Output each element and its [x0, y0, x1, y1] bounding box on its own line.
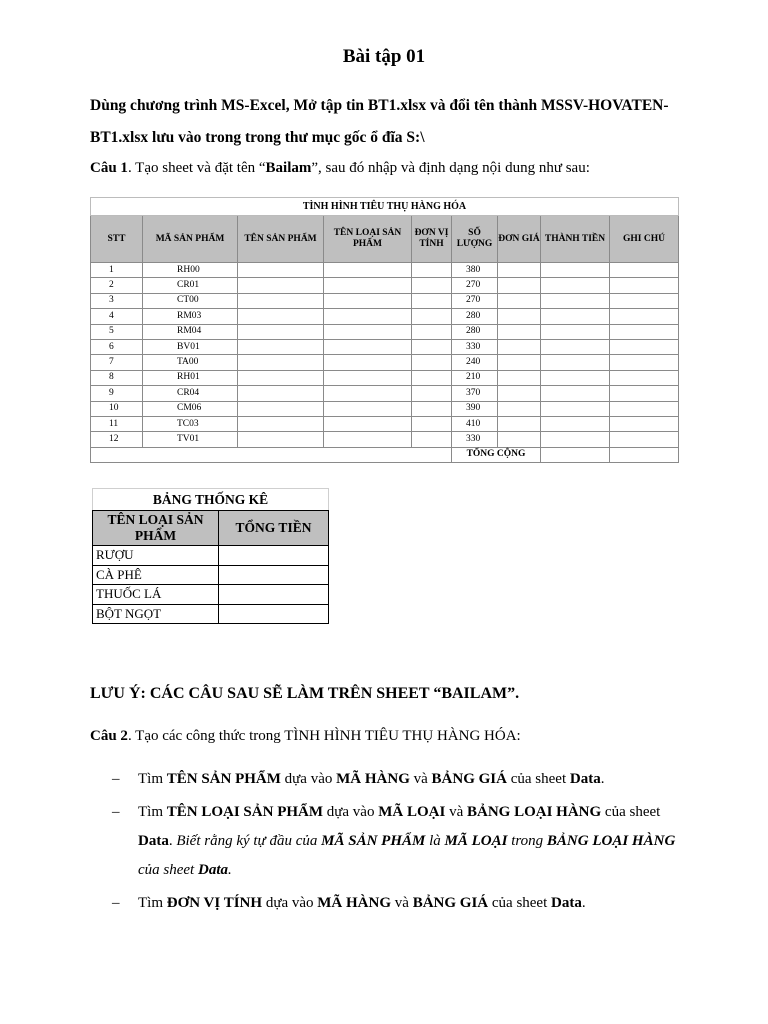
- empty-cell: [324, 401, 412, 416]
- table-caption: BẢNG THỐNG KÊ: [93, 489, 329, 511]
- total-value-cell: [541, 447, 610, 462]
- empty-cell: [610, 432, 679, 447]
- empty-cell: [324, 416, 412, 431]
- text: .: [581, 895, 586, 911]
- table-caption: TÌNH HÌNH TIÊU THỤ HÀNG HÓA: [91, 198, 679, 216]
- stt-cell: 7: [91, 355, 143, 370]
- product-code-cell: RH01: [143, 370, 238, 385]
- empty-cell: [610, 324, 679, 339]
- stt-cell: 4: [91, 309, 143, 324]
- empty-cell: [541, 339, 610, 354]
- stt-cell: 3: [91, 293, 143, 308]
- category-cell: THUỐC LÁ: [93, 585, 219, 605]
- empty-cell: [324, 293, 412, 308]
- table-row: [93, 604, 329, 624]
- quantity-cell: 240: [452, 355, 498, 370]
- question-1-text-b: ”, sau đó nhập và định dạng nội dung như sau:: [311, 160, 590, 176]
- empty-cell: [238, 370, 324, 385]
- category-cell: CÀ PHÊ: [93, 565, 219, 585]
- instruction-list: [112, 765, 682, 922]
- stt-cell: 12: [91, 432, 143, 447]
- text: dựa vào: [323, 804, 379, 820]
- empty-cell: [498, 432, 541, 447]
- empty-cell: [498, 324, 541, 339]
- quantity-cell: 280: [452, 324, 498, 339]
- text: dựa vào: [280, 771, 337, 787]
- empty-cell: [324, 278, 412, 293]
- keyword: TÊN SẢN PHẨM: [166, 771, 281, 787]
- empty-cell: [412, 355, 452, 370]
- product-code-cell: CM06: [143, 401, 238, 416]
- stt-cell: 5: [91, 324, 143, 339]
- empty-cell: [238, 432, 324, 447]
- text: Tìm: [138, 895, 167, 911]
- bullet-dash: –: [112, 804, 120, 820]
- category-cell: BỘT NGỌT: [93, 604, 219, 624]
- quantity-cell: 280: [452, 309, 498, 324]
- empty-cell: [541, 324, 610, 339]
- empty-cell: [498, 339, 541, 354]
- empty-cell: [412, 370, 452, 385]
- empty-cell: [238, 309, 324, 324]
- empty-cell: [238, 355, 324, 370]
- empty-cell: [541, 293, 610, 308]
- text: và: [445, 804, 467, 820]
- total-cell: [219, 546, 329, 566]
- statistics-table: [92, 488, 328, 624]
- empty-cell: [412, 386, 452, 401]
- text: và: [409, 771, 432, 787]
- keyword: BẢNG LOẠI HÀNG: [546, 833, 676, 849]
- empty-cell: [610, 416, 679, 431]
- empty-cell: [324, 432, 412, 447]
- keyword: ĐƠN VỊ TÍNH: [166, 895, 263, 911]
- stt-cell: 6: [91, 339, 143, 354]
- italic-text: là: [425, 833, 445, 849]
- empty-cell: [238, 339, 324, 354]
- empty-cell: [238, 278, 324, 293]
- list-item: [112, 765, 682, 794]
- italic-text: trong: [507, 833, 547, 849]
- product-code-cell: CR01: [143, 278, 238, 293]
- empty-cell: [238, 263, 324, 278]
- column-header: ĐƠN VỊ TÍNH: [412, 216, 452, 263]
- empty-cell: [324, 339, 412, 354]
- text: của sheet: [506, 771, 570, 787]
- total-label: TỔNG CỘNG: [452, 447, 541, 462]
- empty-cell: [498, 278, 541, 293]
- total-cell: [219, 585, 329, 605]
- text: dựa vào: [262, 895, 318, 911]
- empty-cell: [412, 263, 452, 278]
- empty-cell: [541, 263, 610, 278]
- keyword: TÊN LOẠI SẢN PHẨM: [166, 804, 324, 820]
- empty-cell: [541, 278, 610, 293]
- empty-cell: [498, 355, 541, 370]
- stt-cell: 2: [91, 278, 143, 293]
- product-code-cell: CR04: [143, 386, 238, 401]
- table-row: [91, 386, 679, 401]
- empty-cell: [610, 355, 679, 370]
- empty-cell: [541, 416, 610, 431]
- keyword: MÃ SẢN PHẨM: [321, 833, 426, 849]
- keyword: MÃ HÀNG: [317, 895, 392, 911]
- keyword: MÃ LOẠI: [444, 833, 508, 849]
- table-row: [91, 324, 679, 339]
- stt-cell: 8: [91, 370, 143, 385]
- column-header: STT: [91, 216, 143, 263]
- empty-cell: [324, 355, 412, 370]
- empty-cell: [610, 339, 679, 354]
- table-row: [91, 263, 679, 278]
- bullet-dash: –: [112, 771, 120, 787]
- list-item: [112, 889, 682, 918]
- keyword: Data: [197, 862, 228, 878]
- empty-cell: [498, 263, 541, 278]
- empty-cell: [498, 309, 541, 324]
- keyword: BẢNG GIÁ: [431, 771, 507, 787]
- empty-cell: [238, 293, 324, 308]
- table-row: [91, 432, 679, 447]
- quantity-cell: 330: [452, 339, 498, 354]
- quantity-cell: 210: [452, 370, 498, 385]
- table-row: [91, 355, 679, 370]
- document-title: Bài tập 01: [342, 46, 426, 67]
- empty-cell: [412, 278, 452, 293]
- empty-cell: [412, 309, 452, 324]
- text: và: [391, 895, 413, 911]
- category-cell: RƯỢU: [93, 546, 219, 566]
- product-code-cell: CT00: [143, 293, 238, 308]
- table-row: [91, 370, 679, 385]
- keyword: MÃ LOẠI: [378, 804, 446, 820]
- empty-cell: [498, 293, 541, 308]
- table-row: [91, 416, 679, 431]
- empty-cell: [324, 386, 412, 401]
- question-1-label: Câu 1: [90, 160, 128, 176]
- quantity-cell: 370: [452, 386, 498, 401]
- quantity-cell: 380: [452, 263, 498, 278]
- empty-cell: [498, 401, 541, 416]
- note-heading: LƯU Ý: CÁC CÂU SAU SẼ LÀM TRÊN SHEET “BAILAM”.: [90, 685, 520, 702]
- column-header: GHI CHÚ: [610, 216, 679, 263]
- empty-cell: [238, 416, 324, 431]
- empty-cell: [324, 263, 412, 278]
- empty-cell: [541, 386, 610, 401]
- column-header: SỐ LƯỢNG: [452, 216, 498, 263]
- empty-cell: [324, 324, 412, 339]
- total-row: [91, 447, 679, 462]
- empty-cell: [412, 293, 452, 308]
- table-row: [91, 278, 679, 293]
- text: Tìm: [138, 804, 167, 820]
- column-header: THÀNH TIỀN: [541, 216, 610, 263]
- empty-cell: [412, 401, 452, 416]
- keyword: MÃ HÀNG: [336, 771, 410, 787]
- table-row: [91, 401, 679, 416]
- empty-cell: [610, 263, 679, 278]
- column-header: TÊN SẢN PHẨM: [238, 216, 324, 263]
- empty-cell: [91, 447, 452, 462]
- product-code-cell: RH00: [143, 263, 238, 278]
- empty-cell: [541, 309, 610, 324]
- empty-cell: [541, 370, 610, 385]
- empty-cell: [412, 324, 452, 339]
- empty-cell: [610, 309, 679, 324]
- empty-cell: [498, 416, 541, 431]
- column-header: TÊN LOẠI SẢN PHẨM: [93, 511, 219, 546]
- keyword: BẢNG GIÁ: [412, 895, 489, 911]
- empty-cell: [324, 370, 412, 385]
- empty-cell: [541, 401, 610, 416]
- empty-cell: [610, 370, 679, 385]
- stt-cell: 9: [91, 386, 143, 401]
- product-code-cell: RM03: [143, 309, 238, 324]
- italic-text: .: [227, 862, 232, 878]
- empty-cell: [610, 447, 679, 462]
- empty-cell: [541, 432, 610, 447]
- empty-cell: [238, 401, 324, 416]
- column-header: TÊN LOẠI SẢN PHẨM: [324, 216, 412, 263]
- column-header: MÃ SẢN PHẨM: [143, 216, 238, 263]
- intro-paragraph: Dùng chương trình MS-Excel, Mở tập tin BT1.xlsx và đổi tên thành MSSV-HOVATEN-BT1.xlsx lưu vào trong trong thư mục gốc ổ đĩa S:\: [90, 97, 669, 146]
- empty-cell: [498, 386, 541, 401]
- table-row: [91, 309, 679, 324]
- empty-cell: [610, 278, 679, 293]
- bullet-dash: –: [112, 895, 120, 911]
- total-cell: [219, 565, 329, 585]
- empty-cell: [610, 293, 679, 308]
- quantity-cell: 410: [452, 416, 498, 431]
- keyword: Data: [551, 895, 582, 911]
- stt-cell: 1: [91, 263, 143, 278]
- text: Tìm: [138, 771, 167, 787]
- text: của sheet: [488, 895, 552, 911]
- keyword: BẢNG LOẠI HÀNG: [466, 804, 602, 820]
- question-2-label: Câu 2: [90, 728, 128, 744]
- italic-text: của sheet: [138, 862, 198, 878]
- empty-cell: [238, 386, 324, 401]
- question-1: [90, 160, 590, 177]
- empty-cell: [610, 386, 679, 401]
- keyword: Data: [569, 771, 601, 787]
- empty-cell: [324, 309, 412, 324]
- total-cell: [219, 604, 329, 624]
- column-header: ĐƠN GIÁ: [498, 216, 541, 263]
- quantity-cell: 390: [452, 401, 498, 416]
- list-item: [112, 798, 682, 885]
- column-header: TỔNG TIỀN: [219, 511, 329, 546]
- stt-cell: 11: [91, 416, 143, 431]
- quantity-cell: 330: [452, 432, 498, 447]
- consumption-table: [90, 197, 678, 463]
- empty-cell: [541, 355, 610, 370]
- question-1-text-a: . Tạo sheet và đặt tên “: [127, 160, 266, 176]
- product-code-cell: BV01: [143, 339, 238, 354]
- table-row: [91, 339, 679, 354]
- empty-cell: [238, 324, 324, 339]
- product-code-cell: RM04: [143, 324, 238, 339]
- empty-cell: [610, 401, 679, 416]
- italic-text: Biết rằng ký tự đầu của: [176, 833, 322, 849]
- sheet-name: Bailam: [265, 160, 312, 176]
- stt-cell: 10: [91, 401, 143, 416]
- empty-cell: [412, 339, 452, 354]
- text: .: [600, 771, 605, 787]
- text: .: [168, 833, 177, 849]
- product-code-cell: TC03: [143, 416, 238, 431]
- product-code-cell: TV01: [143, 432, 238, 447]
- quantity-cell: 270: [452, 278, 498, 293]
- empty-cell: [412, 416, 452, 431]
- text: của sheet: [601, 804, 661, 820]
- table-row: [91, 293, 679, 308]
- table-row: [93, 585, 329, 605]
- question-2: [90, 728, 521, 745]
- quantity-cell: 270: [452, 293, 498, 308]
- product-code-cell: TA00: [143, 355, 238, 370]
- empty-cell: [412, 432, 452, 447]
- keyword: Data: [138, 833, 169, 849]
- question-2-text: . Tạo các công thức trong TÌNH HÌNH TIÊU THỤ HÀNG HÓA:: [127, 728, 521, 744]
- table-row: [93, 546, 329, 566]
- empty-cell: [498, 370, 541, 385]
- table-row: [93, 565, 329, 585]
